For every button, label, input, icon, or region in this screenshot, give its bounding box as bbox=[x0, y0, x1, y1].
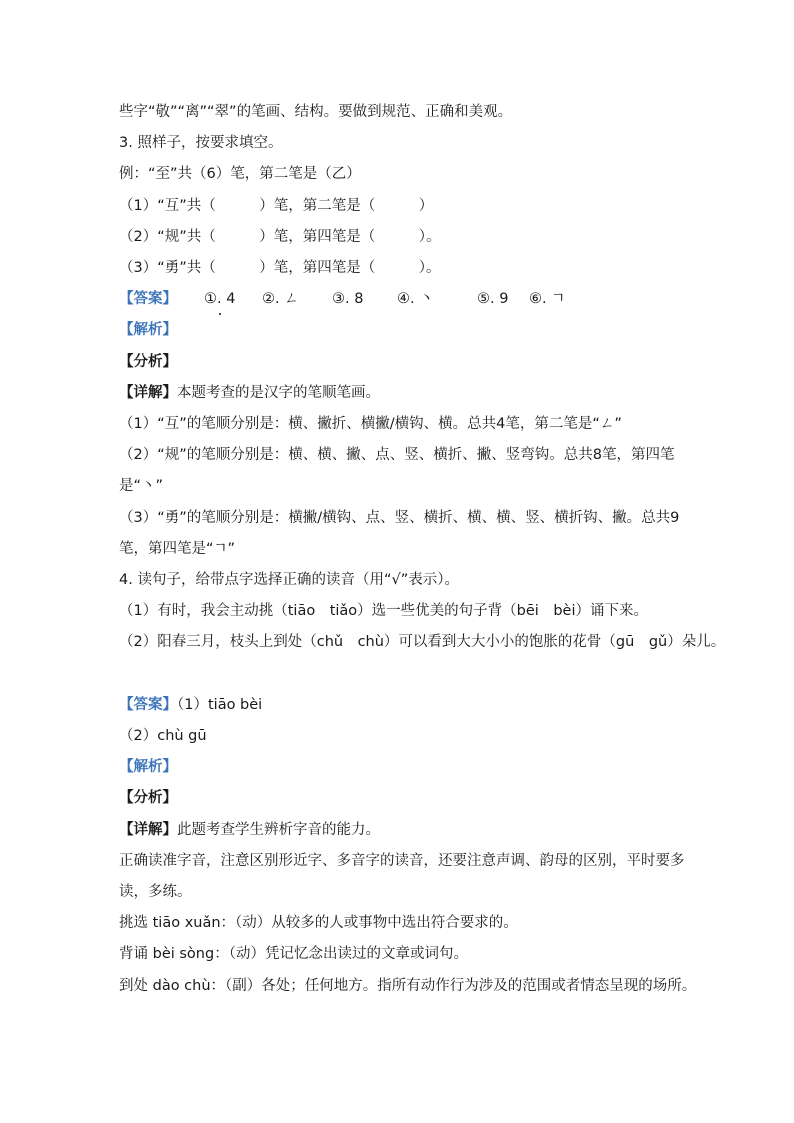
q3-detail-line-5: 笔，第四笔是“ㄱ” bbox=[119, 541, 236, 557]
q3-detail-text: 本题考查的是汉字的笔顺笔画。 bbox=[177, 385, 380, 401]
q3-analysis-label: 【解析】 bbox=[119, 322, 177, 338]
q4-item-2: （2）阳春三月，枝头上到处（chǔ chù）可以看到大大小小的饱胀的花骨（gū gǔ）朵儿。 bbox=[119, 634, 726, 650]
q3-answer-6: ⑥. ㄱ bbox=[529, 291, 566, 307]
q4-fenxi-label: 【分析】 bbox=[119, 790, 177, 806]
q3-detail-line-4: （3）“勇”的笔顺分别是：横撇/横钩、点、竖、横折、横、横、竖、横折钩、撇。总共9 bbox=[119, 510, 680, 526]
q3-answer-4: ④. 丶 bbox=[397, 291, 434, 307]
q3-detail-label: 【详解】 bbox=[119, 385, 177, 401]
q4-detail bbox=[119, 820, 380, 840]
q4-detail-text: 此题考查学生辨析字音的能力。 bbox=[177, 822, 380, 838]
q3-item-2: （2）“规”共（ ）笔，第四笔是（ ）。 bbox=[119, 229, 441, 245]
q4-detail-line-5: 到处 dào chù：（副）各处；任何地方。指所有动作行为涉及的范围或者情态呈现的场所。 bbox=[119, 978, 697, 994]
q3-answer-label: 【答案】 bbox=[119, 291, 177, 307]
q4-analysis-label: 【解析】 bbox=[119, 759, 177, 775]
q3-detail bbox=[119, 383, 380, 403]
q3-fenxi-label: 【分析】 bbox=[119, 354, 177, 370]
q3-item-1: （1）“互”共（ ）笔，第二笔是（ ） bbox=[119, 198, 434, 214]
q4-item-1: （1）有时，我会主动挑（tiāo tiǎo）选一些优美的句子背（bēi bèi）诵下来。 bbox=[119, 603, 648, 619]
intro-line: 些字“敬”“离”“翠”的笔画、结构。要做到规范、正确和美观。 bbox=[119, 104, 513, 120]
q3-detail-line-3: 是“丶” bbox=[119, 478, 164, 494]
q4-title: 4. 读句子，给带点字选择正确的读音（用“√”表示）。 bbox=[119, 572, 459, 588]
q3-item-3: （3）“勇”共（ ）笔，第四笔是（ ）。 bbox=[119, 260, 441, 276]
q4-detail-line-4: 背诵 bèi sòng：（动）凭记忆念出读过的文章或词句。 bbox=[119, 946, 468, 962]
q3-answer-row bbox=[119, 289, 679, 309]
q3-detail-line-1: （1）“互”的笔顺分别是：横、撇折、横撇/横钩、横。总共4笔，第二笔是“ㄥ” bbox=[119, 416, 622, 432]
q3-detail-line-2: （2）“规”的笔顺分别是：横、横、撇、点、竖、横折、撇、竖弯钩。总共8笔，第四笔 bbox=[119, 447, 675, 463]
q3-example: 例：“至”共（6）笔，第二笔是（乙） bbox=[119, 166, 361, 182]
q3-answer-1: ①. 4 bbox=[204, 291, 236, 307]
q4-answer-label: 【答案】 bbox=[119, 697, 177, 713]
q4-answer-line-2: （2）chù gū bbox=[119, 728, 207, 744]
stray-dot bbox=[219, 313, 221, 315]
q4-detail-line-1: 正确读准字音，注意区别形近字、多音字的读音，还要注意声调、韵母的区别，平时要多 bbox=[119, 853, 685, 869]
q3-answer-3: ③. 8 bbox=[332, 291, 364, 307]
q3-title: 3. 照样子，按要求填空。 bbox=[119, 135, 283, 151]
q3-answer-2: ②. ㄥ bbox=[262, 291, 299, 307]
q3-answer-5: ⑤. 9 bbox=[477, 291, 509, 307]
q4-detail-line-2: 读，多练。 bbox=[119, 884, 192, 900]
q4-detail-label: 【详解】 bbox=[119, 822, 177, 838]
q4-answer-1: （1）tiāo bèi bbox=[177, 697, 263, 713]
q4-answer-line-1 bbox=[119, 695, 262, 715]
q4-detail-line-3: 挑选 tiāo xuǎn：（动）从较多的人或事物中选出符合要求的。 bbox=[119, 915, 518, 931]
